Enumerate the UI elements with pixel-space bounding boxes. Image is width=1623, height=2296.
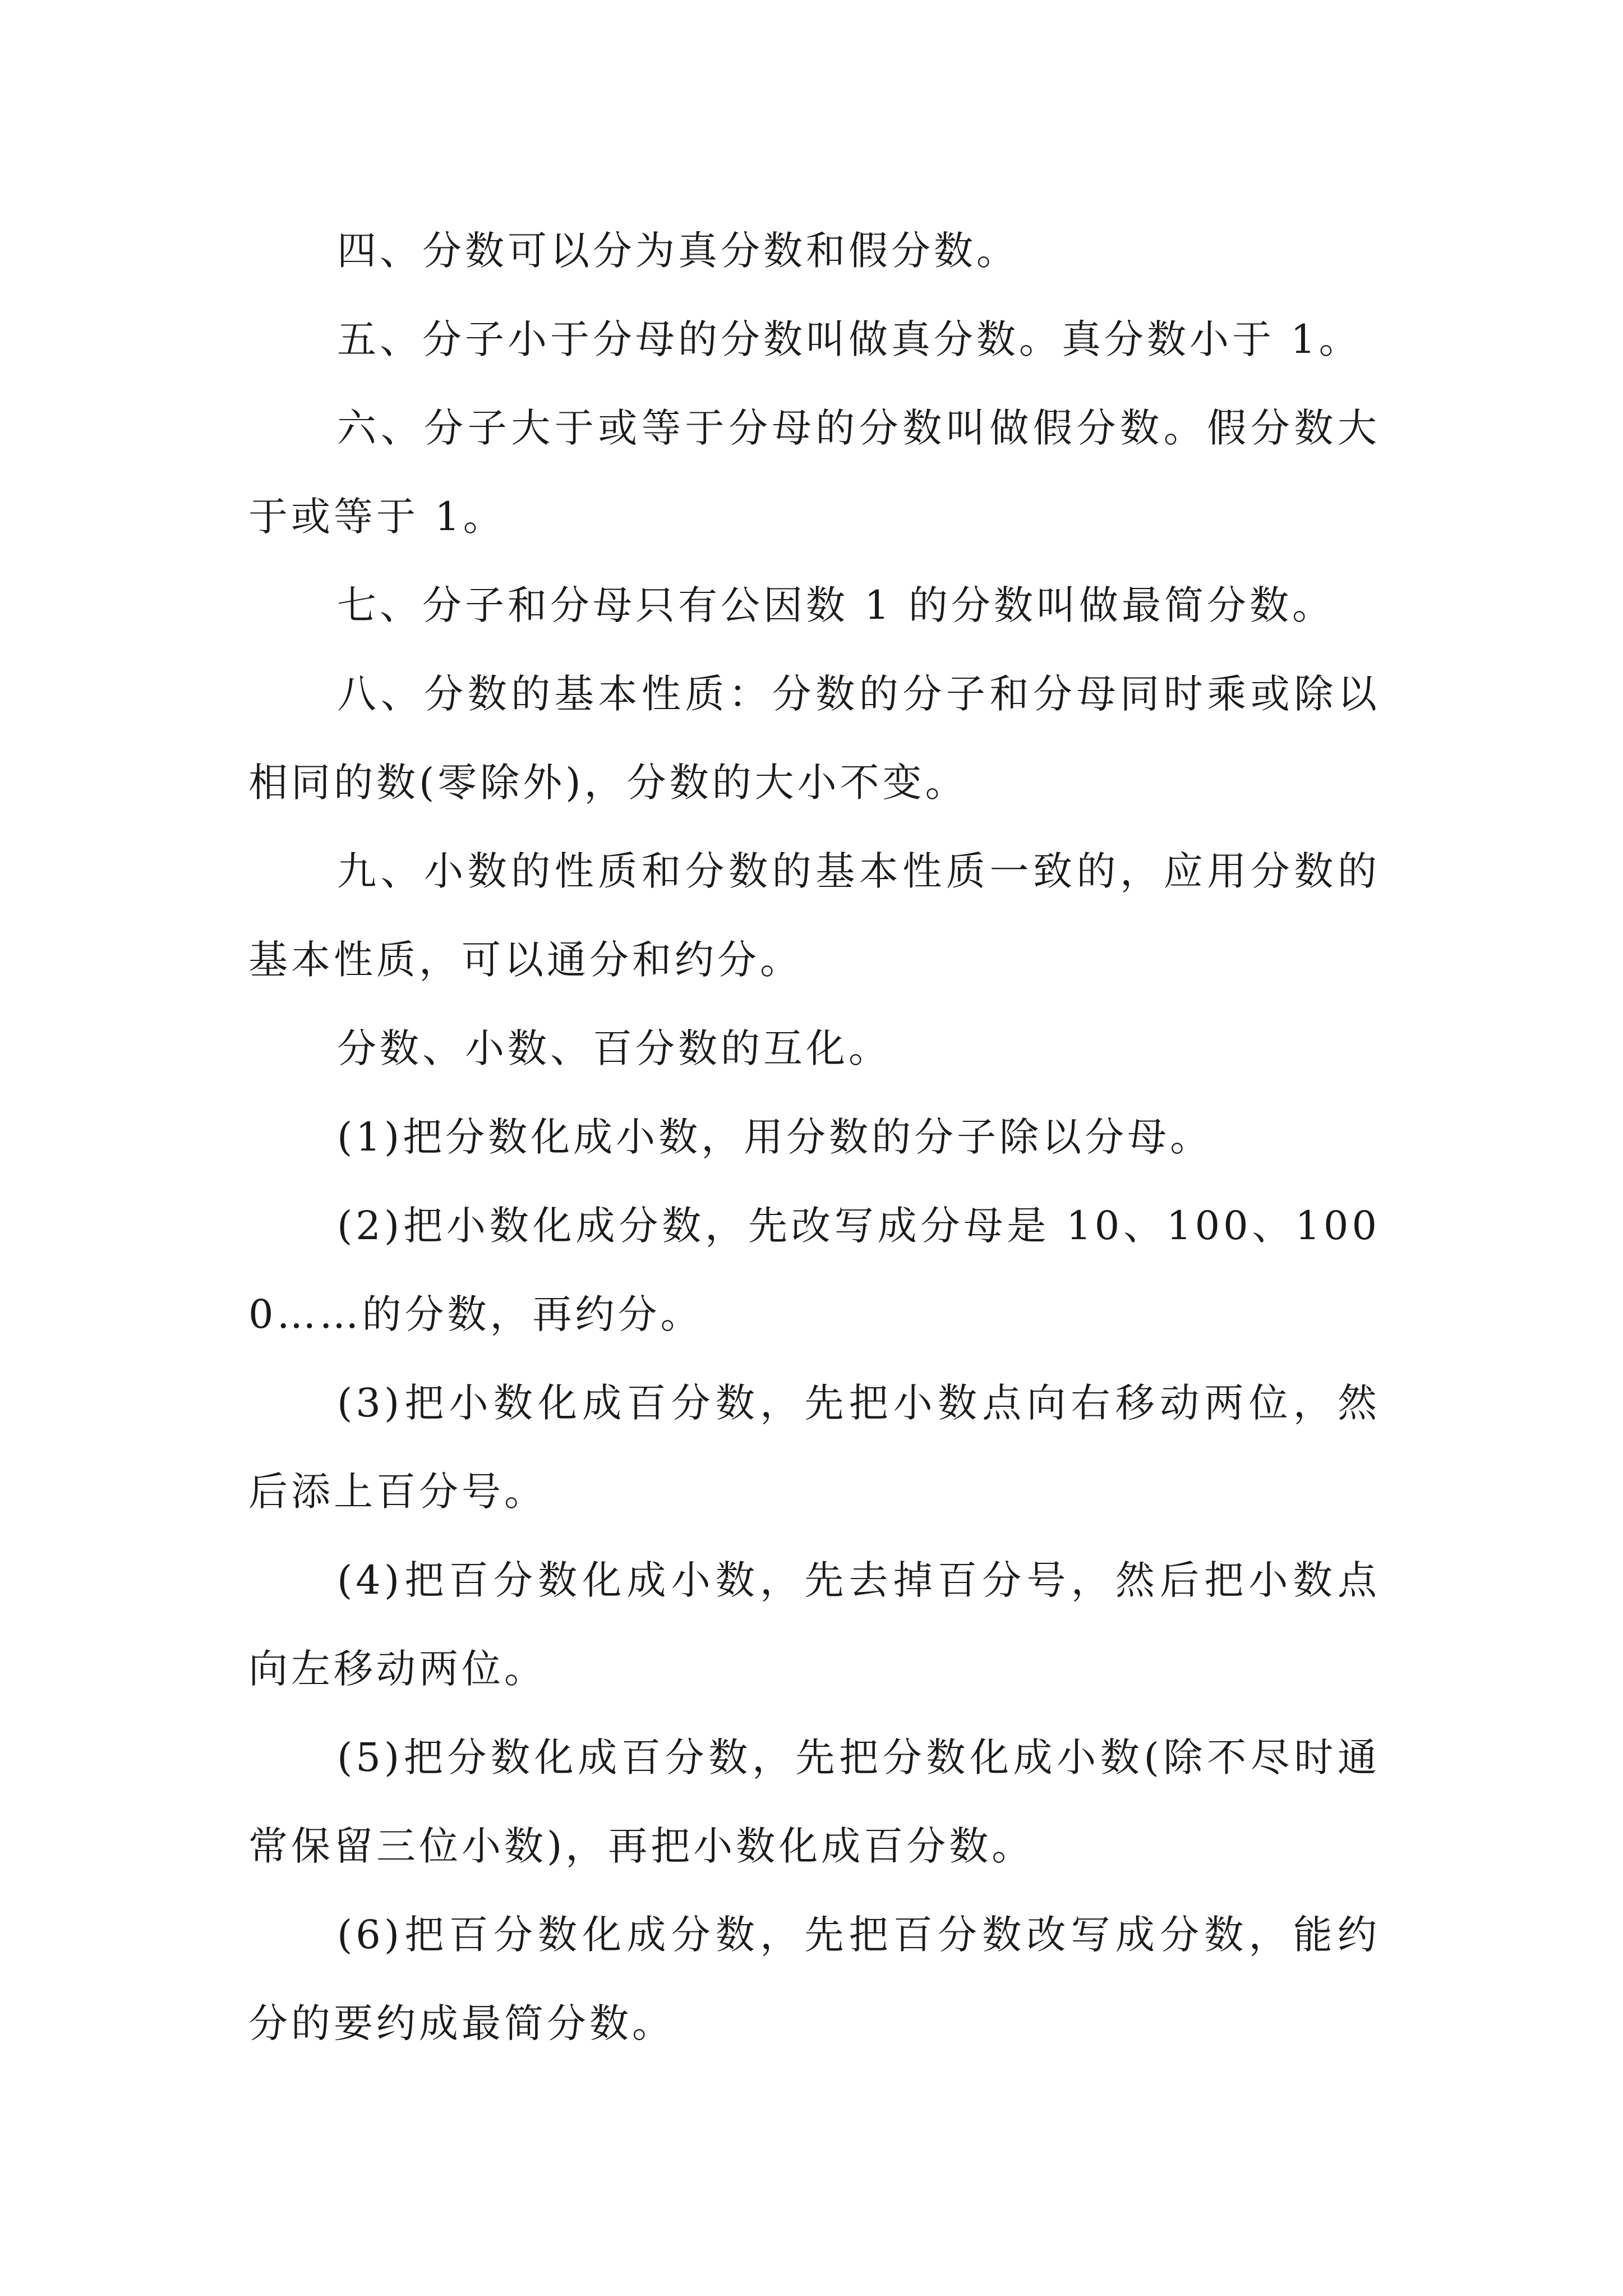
list-item-6: (6)把百分数化成分数，先把百分数改写成分数，能约分的要约成最简分数。 [248,1912,1380,2046]
paragraph-7: 七、分子和分母只有公因数 1 的分数叫做最简分数。 [337,582,1335,628]
list-item-1: (1)把分数化成小数，用分数的分子除以分母。 [337,1114,1213,1160]
list-item-5: (5)把分数化成百分数，先把分数化成小数(除不尽时通常保留三位小数)，再把小数化成百分数。 [248,1734,1380,1869]
list-item-4: (4)把百分数化成小数，先去掉百分号，然后把小数点向左移动两位。 [248,1557,1380,1692]
document-body [248,206,1380,2068]
list-item-2: (2)把小数化成分数，先改写成分母是 10、100、1000……的分数，再约分。 [248,1203,1380,1337]
paragraph-8: 八、分数的基本性质：分数的分子和分母同时乘或除以相同的数(零除外)，分数的大小不变。 [248,671,1380,806]
paragraph-4: 四、分数可以分为真分数和假分数。 [337,228,1019,274]
section-heading: 分数、小数、百分数的互化。 [337,1025,891,1071]
paragraph-6: 六、分子大于或等于分母的分数叫做假分数。假分数大于或等于 1。 [248,405,1380,540]
list-item-3: (3)把小数化成百分数，先把小数点向右移动两位，然后添上百分号。 [248,1380,1380,1515]
paragraph-9: 九、小数的性质和分数的基本性质一致的，应用分数的基本性质，可以通分和约分。 [248,848,1380,983]
paragraph-5: 五、分子小于分母的分数叫做真分数。真分数小于 1。 [337,316,1362,362]
